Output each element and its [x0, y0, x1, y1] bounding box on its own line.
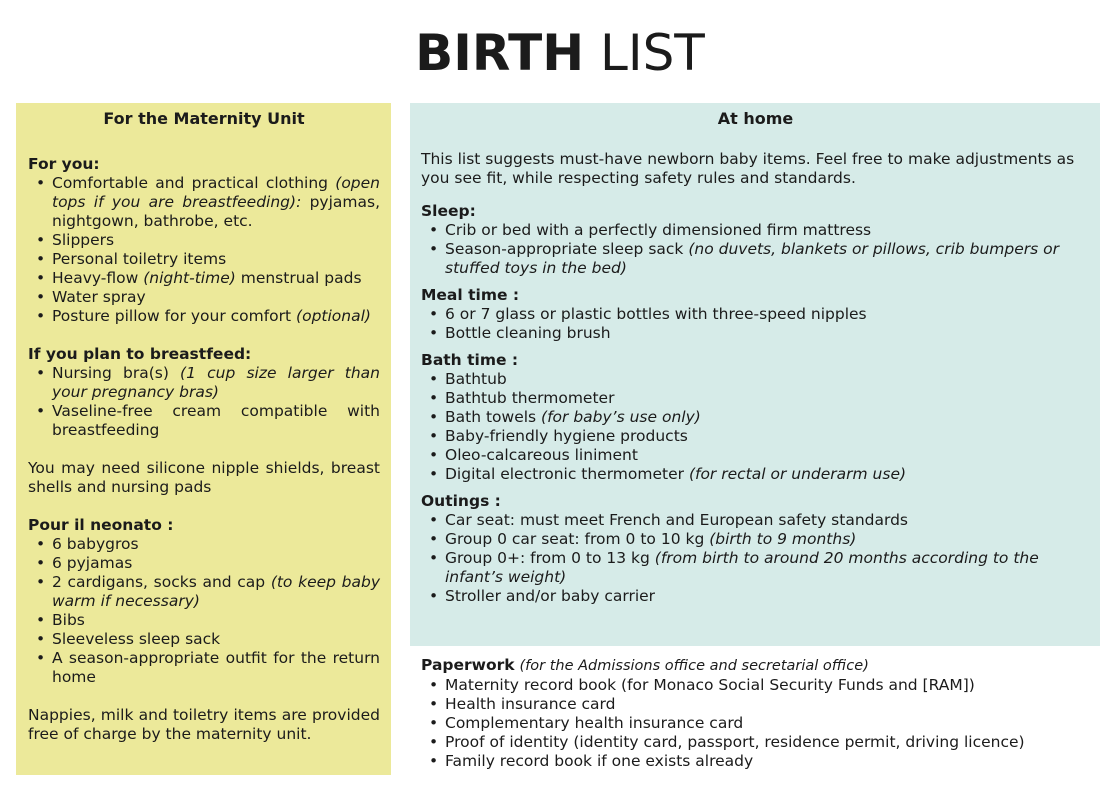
list-item	[28, 554, 380, 573]
title-bold: BIRTH	[415, 24, 585, 82]
sleep-heading: Sleep:	[421, 202, 476, 220]
paperwork-heading: Paperwork	[421, 656, 515, 674]
list-item-text: 2 cardigans, socks and cap	[52, 573, 271, 591]
bullet-icon: •	[429, 240, 439, 258]
bullet-icon: •	[36, 630, 46, 648]
list-item-text: Bath towels	[445, 408, 542, 426]
bullet-icon: •	[429, 511, 439, 529]
list-item-note: (night-time)	[143, 269, 236, 287]
list-item	[421, 446, 1090, 465]
list-item-text: Car seat: must meet French and European safety standards	[445, 511, 909, 529]
list-item	[421, 695, 1100, 714]
list-item	[421, 733, 1100, 752]
list-item-text: Bibs	[52, 611, 85, 629]
list-item-text: Digital electronic thermometer	[445, 465, 689, 483]
list-item-note: (from birth to around 20 months according to the infant’s weight)	[445, 549, 1039, 586]
bath-list	[421, 370, 1090, 484]
list-item-text: Maternity record book (for Monaco Social Security Funds and [RAM])	[445, 676, 975, 694]
paperwork-list	[421, 676, 1100, 771]
list-item	[421, 511, 1090, 530]
bullet-icon: •	[36, 535, 46, 553]
list-item	[28, 250, 380, 269]
bullet-icon: •	[429, 370, 439, 388]
list-item-note: (for rectal or underarm use)	[688, 465, 907, 483]
list-item-note: (optional)	[296, 307, 371, 325]
list-item	[421, 427, 1090, 446]
bullet-icon: •	[429, 221, 439, 239]
home-heading: At home	[717, 109, 794, 128]
bullet-icon: •	[429, 408, 439, 426]
newborn-heading: Pour il neonato :	[28, 516, 174, 534]
bullet-icon: •	[429, 305, 439, 323]
list-item	[28, 630, 380, 649]
bullet-icon: •	[429, 465, 439, 483]
bullet-icon: •	[429, 427, 439, 445]
sleep-list	[421, 221, 1090, 278]
list-item-text: Water spray	[52, 288, 146, 306]
list-item	[421, 389, 1090, 408]
bullet-icon: •	[429, 446, 439, 464]
list-item-text: Bottle cleaning brush	[445, 324, 611, 342]
list-item-text: 6 babygros	[52, 535, 139, 553]
list-item-text: Comfortable and practical clothing	[52, 174, 336, 192]
bullet-icon: •	[36, 649, 46, 667]
bullet-icon: •	[36, 250, 46, 268]
list-item-note: (birth to 9 months)	[709, 530, 857, 548]
list-item	[421, 530, 1090, 549]
bullet-icon: •	[429, 752, 439, 770]
list-item	[421, 408, 1090, 427]
meal-list	[421, 305, 1090, 343]
bullet-icon: •	[36, 174, 46, 192]
list-item-text-after: menstrual pads	[235, 269, 362, 287]
list-item-text: Baby-friendly hygiene products	[445, 427, 688, 445]
list-item	[421, 370, 1090, 389]
outings-list	[421, 511, 1090, 606]
list-item	[28, 573, 380, 611]
list-item	[421, 549, 1090, 587]
list-item	[28, 649, 380, 687]
list-item	[421, 752, 1100, 771]
list-item-text: A season-appropriate outfit for the return home	[52, 649, 380, 686]
list-item-text: Proof of identity (identity card, passport, residence permit, driving licence)	[445, 733, 1025, 751]
meal-heading: Meal time :	[421, 286, 520, 304]
list-item-text: Season-appropriate sleep sack	[445, 240, 689, 258]
bullet-icon: •	[429, 324, 439, 342]
list-item	[421, 465, 1090, 484]
list-item	[421, 240, 1090, 278]
home-panel	[410, 103, 1100, 646]
bullet-icon: •	[36, 554, 46, 572]
list-item-text: Vaseline-free cream compatible with breastfeeding	[52, 402, 380, 439]
list-item-text: Health insurance card	[445, 695, 616, 713]
list-item-note: (to keep baby warm if necessary)	[52, 573, 381, 610]
list-item	[421, 587, 1090, 606]
list-item	[421, 305, 1090, 324]
list-item-text: Personal toiletry items	[52, 250, 227, 268]
list-item-text: Crib or bed with a perfectly dimensioned firm mattress	[445, 221, 872, 239]
bullet-icon: •	[36, 611, 46, 629]
list-item-note: (open tops if you are breastfeeding):	[52, 174, 380, 211]
list-item-text: Bathtub	[445, 370, 507, 388]
bullet-icon: •	[429, 676, 439, 694]
breastfeed-heading: If you plan to breastfeed:	[28, 345, 252, 363]
title-light: LIST	[599, 24, 705, 82]
for-you-list	[28, 174, 380, 326]
list-item-text: Stroller and/or baby carrier	[445, 587, 656, 605]
list-item-text: Heavy-flow	[52, 269, 144, 287]
list-item-text: Posture pillow for your comfort	[52, 307, 297, 325]
list-item	[28, 535, 380, 554]
paperwork-title	[421, 656, 1100, 676]
home-intro: This list suggests must-have newborn baby items. Feel free to make adjustments as you see fit, while respecting safety rules and standards.	[421, 150, 1075, 187]
list-item	[421, 221, 1090, 240]
newborn-list	[28, 535, 380, 687]
list-item-text: Slippers	[52, 231, 115, 249]
bullet-icon: •	[36, 269, 46, 287]
bullet-icon: •	[36, 364, 46, 382]
list-item-text: Sleeveless sleep sack	[52, 630, 221, 648]
list-item	[28, 402, 380, 440]
list-item	[28, 364, 380, 402]
list-item-note: (for baby’s use only)	[541, 408, 701, 426]
list-item-text: Bathtub thermometer	[445, 389, 615, 407]
paperwork-subheading: (for the Admissions office and secretarial office)	[519, 658, 869, 674]
list-item	[28, 269, 380, 288]
maternity-heading: For the Maternity Unit	[103, 109, 305, 128]
outings-heading: Outings :	[421, 492, 501, 510]
maternity-footer-note: Nappies, milk and toiletry items are provided free of charge by the maternity unit.	[28, 706, 380, 743]
bullet-icon: •	[429, 695, 439, 713]
for-you-heading: For you:	[28, 155, 100, 173]
list-item	[28, 288, 380, 307]
list-item-note: (1 cup size larger than your pregnancy bras)	[52, 364, 380, 401]
bullet-icon: •	[36, 288, 46, 306]
list-item	[28, 231, 380, 250]
list-item-text: Family record book if one exists already	[445, 752, 754, 770]
list-item	[28, 611, 380, 630]
paperwork-section	[410, 656, 1110, 786]
bullet-icon: •	[429, 549, 439, 567]
page-title	[0, 24, 1120, 82]
bullet-icon: •	[36, 402, 46, 420]
list-item-text: Complementary health insurance card	[445, 714, 744, 732]
breastfeed-note: You may need silicone nipple shields, breast shells and nursing pads	[28, 459, 380, 496]
bullet-icon: •	[36, 307, 46, 325]
breastfeed-list	[28, 364, 380, 440]
list-item-text: 6 pyjamas	[52, 554, 133, 572]
list-item-note: (no duvets, blankets or pillows, crib bumpers or stuffed toys in the bed)	[445, 240, 1060, 277]
list-item-text-after: pyjamas, nightgown, bathrobe, etc.	[52, 193, 381, 230]
list-item	[28, 174, 380, 231]
list-item-text: 6 or 7 glass or plastic bottles with three-speed nipples	[445, 305, 867, 323]
maternity-panel	[16, 103, 391, 775]
bullet-icon: •	[429, 714, 439, 732]
bullet-icon: •	[429, 587, 439, 605]
list-item	[421, 324, 1090, 343]
bullet-icon: •	[36, 231, 46, 249]
list-item	[421, 714, 1100, 733]
list-item-text: Group 0 car seat: from 0 to 10 kg	[445, 530, 710, 548]
list-item	[421, 676, 1100, 695]
list-item-text: Group 0+: from 0 to 13 kg	[445, 549, 655, 567]
bullet-icon: •	[36, 573, 46, 591]
bath-heading: Bath time :	[421, 351, 519, 369]
bullet-icon: •	[429, 389, 439, 407]
list-item	[28, 307, 380, 326]
bullet-icon: •	[429, 530, 439, 548]
list-item-text: Oleo-calcareous liniment	[445, 446, 638, 464]
list-item-text: Nursing bra(s)	[52, 364, 181, 382]
bullet-icon: •	[429, 733, 439, 751]
